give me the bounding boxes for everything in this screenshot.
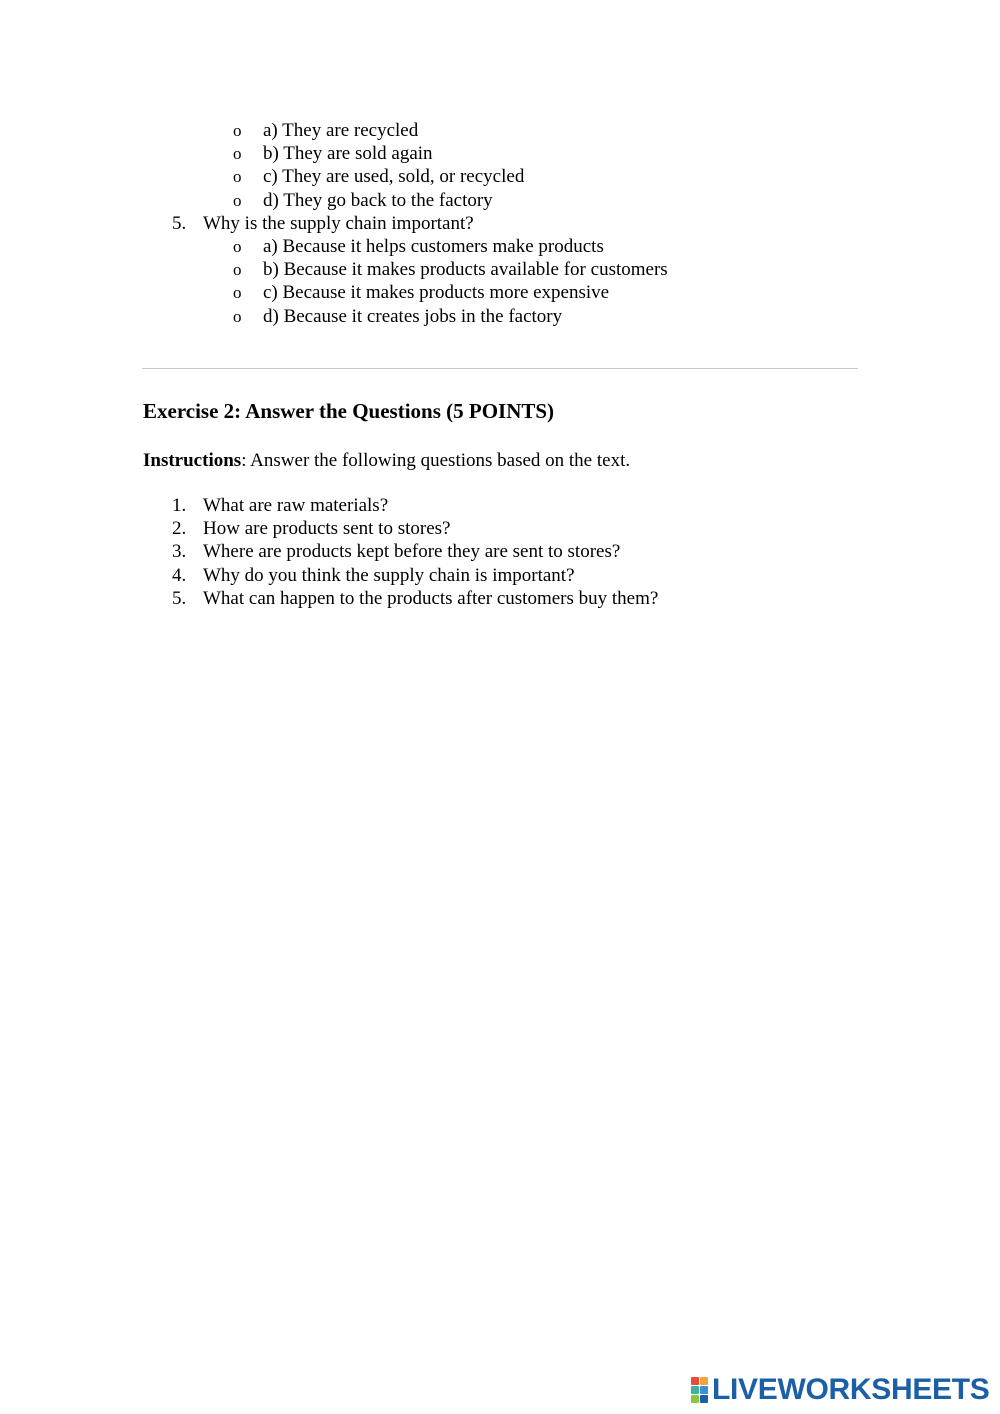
question-number: 1. <box>172 495 187 516</box>
question-text: Why do you think the supply chain is important? <box>203 564 575 586</box>
question-number: 5. <box>172 213 187 234</box>
instructions-label: Instructions <box>143 450 242 471</box>
question-text: What are raw materials? <box>203 495 389 516</box>
option-bullet: o <box>233 283 242 303</box>
option-bullet: o <box>233 237 242 256</box>
question-text: How are products sent to stores? <box>203 518 451 540</box>
option-text: a) They are recycled <box>263 120 419 141</box>
liveworksheets-logo-icon <box>691 1377 709 1403</box>
option-bullet: o <box>233 306 242 326</box>
question-number: 4. <box>172 564 187 586</box>
option-text: c) They are used, sold, or recycled <box>263 166 525 188</box>
question-number: 5. <box>172 587 187 609</box>
question-number: 2. <box>172 518 187 540</box>
question-text: Why is the supply chain important? <box>203 213 474 234</box>
option-text: d) Because it creates jobs in the factory <box>263 305 563 327</box>
option-text: c) Because it makes products more expensive <box>263 282 610 304</box>
option-text: a) Because it helps customers make products <box>263 236 604 257</box>
logo-mark-square <box>691 1395 699 1403</box>
question-text: Where are products kept before they are sent to stores? <box>203 541 621 563</box>
option-bullet: o <box>233 144 242 164</box>
option-text: b) They are sold again <box>263 143 433 165</box>
option-bullet: o <box>233 167 242 187</box>
liveworksheets-logo-text: LIVEWORKSHEETS <box>712 1373 990 1406</box>
logo-mark-square <box>700 1377 708 1385</box>
liveworksheets-logo[interactable] <box>691 1374 990 1406</box>
question-number: 3. <box>172 541 187 563</box>
logo-mark-square <box>700 1386 708 1394</box>
option-bullet: o <box>233 260 242 280</box>
logo-mark-square <box>700 1395 708 1403</box>
exercise-2-heading: Exercise 2: Answer the Questions (5 POINTS) <box>143 399 555 423</box>
exercise-2-instructions <box>143 449 630 472</box>
question-text: What can happen to the products after customers buy them? <box>203 587 659 609</box>
option-text: b) Because it makes products available for customers <box>263 259 668 281</box>
option-bullet: o <box>233 190 242 210</box>
option-text: d) They go back to the factory <box>263 189 493 211</box>
logo-mark-square <box>691 1377 699 1385</box>
option-bullet: o <box>233 121 242 140</box>
logo-mark-square <box>691 1386 699 1394</box>
section-divider <box>142 368 858 369</box>
instructions-text: : Answer the following questions based on the text. <box>241 450 631 471</box>
